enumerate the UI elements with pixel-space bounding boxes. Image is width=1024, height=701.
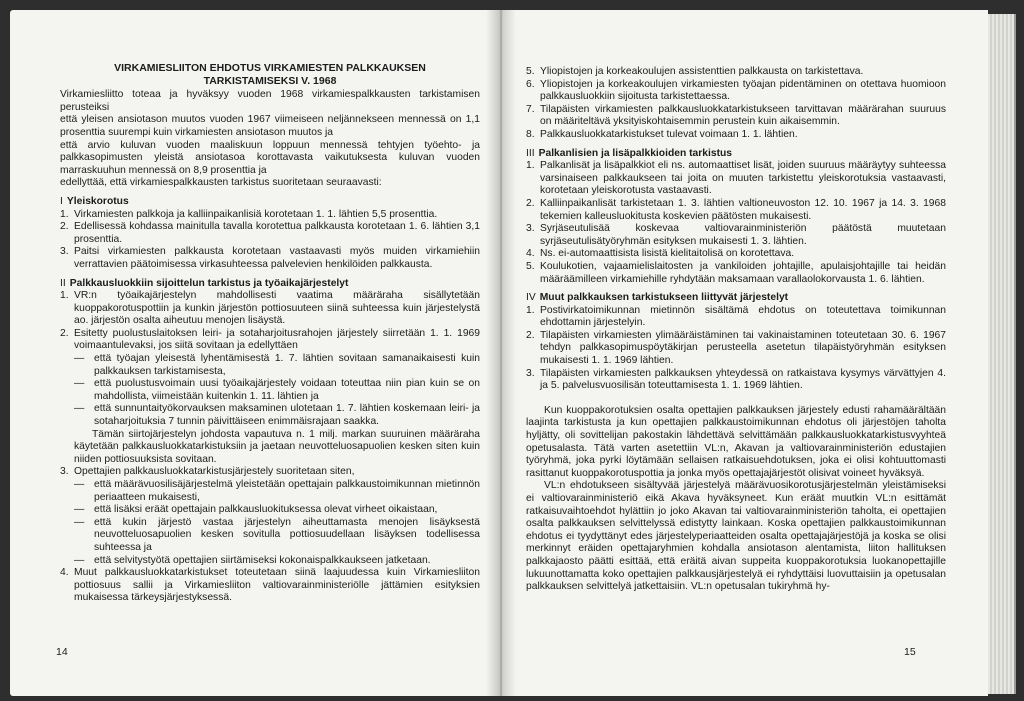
right-page-text [526,66,946,594]
list-item: 3. Paitsi virkamiesten palkkausta korotetaan vastaavasti myös muiden virkamiehiin verrattavien päätoimisessa virkasuhteessa palvelevien henkilöiden palkkausta. [60,246,480,270]
list-item: 8. Palkkausluokkatarkistukset tulevat voimaan 1. 1. lähtien. [526,128,798,140]
page-number: 15 [904,646,916,658]
intro-line: edellyttää, että virkamiespalkkausten tarkistus suoritetaan seuraavasti: [60,177,382,189]
section-heading: III Palkanlisien ja lisäpalkkioiden tarkistus [526,147,733,159]
paragraph: Tämän siirtojärjestelyn johdosta vapautuva n. 1 milj. markan suuruinen määräraha käytetään palkkausluokkatarkistuksiin ja jaetaan neuvotteluosapuolien kesken siten kuin niiden pottiosuuksista sovitaan. [74,428,480,465]
section-heading: I Yleiskorotus [60,195,129,207]
right-page [502,10,988,696]
list-item: 3. Syrjäseutulisää koskevaa valtiovarainministeriön päätöstä muutetaan syrjäseutulisätyöryhmän esityksen mukaisesti 1. 3. lähtien. [526,223,946,247]
list-item: 3. Tilapäisten virkamiesten palkkauksen yhteydessä on ratkaistava kysymys värvättyjen 4. ja 5. palvelusvuosilisän toteuttamisesta 1. 1. 1969 lähtien. [526,367,946,392]
list-item: 2. Esitetty puolustuslaitoksen leiri- ja sotaharjoitusrahojen järjestely siirretään 1. 1. 1969 voimaantulevaksi, jos siitä sovitaan ja edellyttäen [60,327,480,352]
list-item: 4. Muut palkkausluokkatarkistukset toteutetaan siinä laajuudessa kuin Virkamiesliiton pottiosuus sallii ja Virkamiesliiton valtiovarainministeriölle jättämien esityksien mukaisessa tärkeysjärjestyksessä. [60,567,480,604]
left-page [10,10,502,696]
list-item: 5. Yliopistojen ja korkeakoulujen assistenttien palkkausta on tarkistettava. [526,66,864,77]
list-item: 3. Opettajien palkkausluokkatarkistusjärjestely suoritetaan siten, [60,466,355,478]
page-stack-edge [988,14,1016,694]
page-number: 14 [56,646,68,658]
left-page-text [60,62,480,605]
dash-item: — että sunnuntaityökorvauksen maksaminen ulotetaan 1. 7. lähtien koskemaan leiri- ja sotaharjoituksia 7 tunnin päivittäiseen enimmäisrajaan saakka. [74,403,480,428]
dash-item: — että työajan yleisestä lyhentämisestä 1. 7. lähtien sovitaan samanaikaisesti kuin palkkauksen tarkistamisesta, [74,353,480,377]
intro-line: että yleisen ansiotason muutos vuoden 1967 viimeiseen neljännekseen mennessä on 1,1 prosenttia suurempi kuin virkamiesten ansiotason muutos ja [60,114,480,138]
list-item: 4. Ns. ei-automaattisista lisistä kielitaitolisä on korotettava. [526,248,795,260]
intro-line: että arvio kuluvan vuoden maaliskuun loppuun mennessä tehtyjen työehto- ja palkkasopimusten yleistä ansiotasoa korottavasta vaikutuksesta kuluvan vuoden marraskuuhun mennessä on 8,9 prosenttia ja [60,139,480,176]
dash-item: — että määrävuosilisäjärjestelmä yleistetään opettajain palkkaustoimikunnan mietinnön periaatteen mukaisesti, [74,479,480,503]
list-item: 1. Virkamiesten palkkoja ja kalliinpaikanlisiä korotetaan 1. 1. lähtien 5,5 prosenttia. [60,208,438,220]
dash-item: — että lisäksi eräät opettajain palkkausluokituksessa olevat virheet oikaistaan, [74,504,438,516]
list-item: 2. Kalliinpaikanlisät tarkistetaan 1. 3. lähtien valtioneuvoston 12. 10. 1967 ja 14. 3. 1968 tekemien kalleusluokitusta koskevien päätösten mukaisesti. [526,197,946,222]
list-item: 1. Postivirkatoimikunnan mietinnön sisältämä ehdotus on toteutettava toimikunnan ehdottamin järjestelyin. [526,304,946,329]
list-item: 2. Tilapäisten virkamiesten ylimääräistäminen tai vakinaistaminen toteutetaan 30. 6. 1967 tehdyn palkkasopimuspöytäkirjan perusteella asetetun tilapäistyöryhmän esityksen mukaisesti 1. 1. 1969 lähtien. [526,329,946,367]
dash-item: — että puolustusvoimain uusi työaikajärjestely voidaan toteuttaa niin pian kuin se on mahdollista, viimeistään kuitenkin 1. 11. lähtien ja [74,378,480,402]
paragraph: VL:n ehdotukseen sisältyvää järjestelyä määrävuosikorotusjärjestelmän yleistämiseksi ei valtiovarainministeriö eikä Akava hyväksyneet. Kun eräät muutkin VL:n esittämät ratkaisuvaihtoehdot hylättiin jo joko Akavan tai valtiovarainministeriön taholta, ei opettajien osalta palkkauksen selvittelyssä edistytty lainkaan. Koska opettajien palkkaustoimikunnan ehdotus ei tyydyttänyt edes järjestelyperiaatteiden osalta opettajajärjestöjä ja koska se olisi merkinnyt eräiden opettajaryhmien kohdalla ansiotason alentamista, liiton hallituksen palkkajaosto päätti esittää, että eräitä aivan suppeita kuoppakorotuksia luokanopettajille lukuunottamatta koko opettajien palkkausjärjestelyä ei ryhdyttäisi luovuttaisiin ja opetusalan palkkauksen selvittelyä jatkettaisiin. VL:n opetusalan tukiryhmä hy- [526,480,946,593]
section-heading: IV Muut palkkauksen tarkistukseen liittyvät järjestelyt [526,292,789,304]
dash-item: — että selvitystyötä opettajien siirtämiseksi kokonaispalkkaukseen jatketaan. [74,554,431,566]
dash-item: — että kukin järjestö vastaa järjestelyn aiheuttamasta menojen lisäyksestä neuvotteluosapuolien kesken sovitulla pottiosuudellaan lisäyksen todellisessa suhteessa ja [74,516,480,553]
section-heading: II Palkkausluokkiin sijoittelun tarkistus ja työaikajärjestelyt [60,277,349,289]
list-item: 6. Yliopistojen ja korkeakoulujen virkamiesten työajan pidentäminen on otettava huomioon palkkausluokkiin sijoitusta tarkistettaessa. [526,78,946,103]
list-item: 5. Koulukotien, vajaamielislaitosten ja vankiloiden johtajille, apulaisjohtajille tai heidän määräämilleen virkamiehille ryhdytään maksamaan varallaolokorvausta 1. 6. lähtien. [526,260,946,285]
list-item: 7. Tilapäisten virkamiesten palkkausluokkatarkistukseen tarvittavan määrärahan suuruus on määriteltävä yksityiskohtaisemmin perustein kuin aikaisemmin. [526,103,946,128]
list-item: 1. Palkanlisät ja lisäpalkkiot eli ns. automaattiset lisät, joiden suuruus määräytyy suhteessa varsinaiseen palkkaukseen tai joita on muuten tarkistettu yleiskorotuksia vastaavasti, korotetaan yleiskorotusta vastaavasti. [526,160,946,197]
intro-line: Virkamiesliitto toteaa ja hyväksyy vuoden 1968 virkamiespalkkausten tarkistamisen perusteiksi [60,89,480,113]
list-item: 2. Edellisessä kohdassa mainitulla tavalla korotettua palkkausta korotetaan 1. 6. lähtien 3,1 prosenttia. [60,221,480,245]
paragraph: Kun kuoppakorotuksien osalta opettajien palkkauksen järjestely edusti rahamäärältään laajinta tarkistusta ja kun opettajien palkkaustoimikunnan ehdotus oli järjestöjen taholta hyljätty, oli sovittelijan pakostakin lähdettävä selvittämään palkkausluokkatarkistusvyyhteä opetusalasta. Tätä varten asetettiin VL:n, Akavan ja valtiovarainministeriön edustajien työryhmä, joka pyrki löytämään sellaisen ratkaisuehdotuksen, joka ei olisi kohtuuttomasti rasittanut kuoppakorotuspottia ja jonka myös opettajajärjestöt olisivat voineet hyväksyä. [526,404,946,479]
list-item: 1. VR:n työaikajärjestelyn mahdollisesti vaatima määräraha sisällytetään kuoppakorotuspottiin ja kunkin järjestön pottiosuuteen siinä suhteessa kuin järjestelystä ao. järjestön osalta aiheutuu menojen lisäystä. [60,290,480,327]
document-title: VIRKAMIESLIITON EHDOTUS VIRKAMIESTEN PALKKAUKSEN TARKISTAMISEKSI V. 1968 [114,62,426,87]
